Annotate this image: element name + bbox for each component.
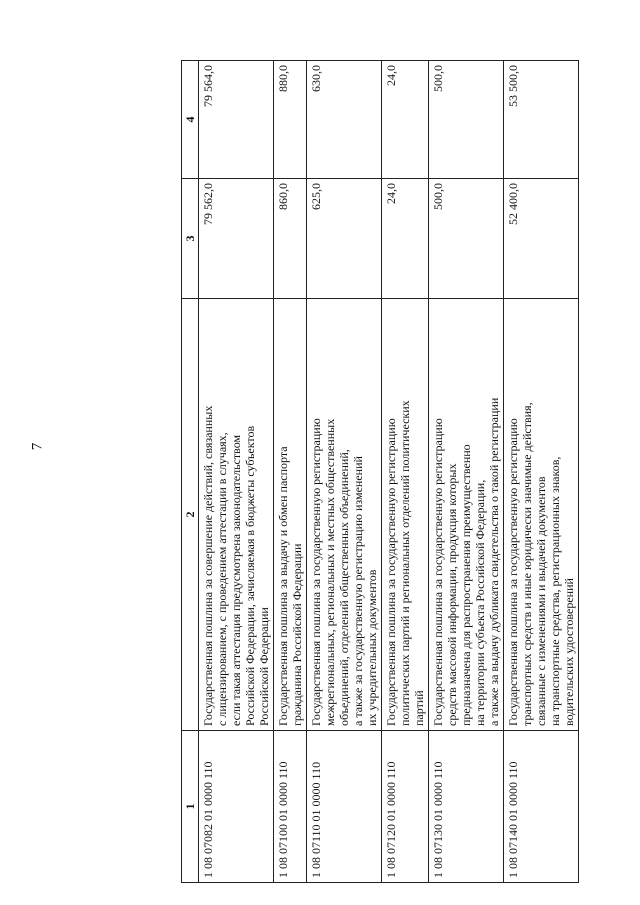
header-row: [182, 61, 199, 883]
name-line: объединений, отделений общественных объединений,: [337, 449, 351, 726]
name-line: на территории субъекта Российской Федерации,: [473, 479, 487, 726]
name-line: Государственная пошлина за совершение действий, связанных: [201, 405, 215, 726]
row-value-4: 79 564,0: [199, 61, 274, 179]
row-value-4: 500,0: [429, 61, 504, 179]
name-line: предназначена для распространения преимущественно: [459, 444, 473, 726]
name-line: с лицензированием, с проведением аттестации в случаях,: [215, 432, 229, 726]
row-value-3: 500,0: [429, 179, 504, 299]
header-col-3: 3: [182, 179, 199, 299]
table-row: [382, 61, 429, 883]
row-name: [274, 299, 307, 731]
row-value-4: 24,0: [382, 61, 429, 179]
row-name: [429, 299, 504, 731]
row-value-4: 53 500,0: [504, 61, 579, 179]
name-line: Российской Федерации: [257, 607, 271, 726]
name-line: средств массовой информации, продукция которых: [445, 463, 459, 726]
name-line: межрегиональных, региональных и местных общественных: [323, 418, 337, 726]
row-value-4: 880,0: [274, 61, 307, 179]
budget-table: [181, 60, 579, 883]
name-line: водительских удостоверений: [562, 578, 576, 726]
row-name: [307, 299, 382, 731]
table-row: [504, 61, 579, 883]
header-col-4: 4: [182, 61, 199, 179]
page-number: 7: [29, 442, 46, 451]
name-line: Государственная пошлина за государственную регистрацию: [309, 418, 323, 726]
name-line: Государственная пошлина за выдачу и обмен паспорта: [276, 446, 290, 726]
row-code: 1 08 07120 01 0000 110: [382, 731, 429, 883]
name-line: а также за выдачу дубликата свидетельства о такой регистрации: [487, 397, 501, 726]
name-line: Государственная пошлина за государственную регистрацию: [506, 418, 520, 726]
name-line: связанные с изменениями и выдачей документов: [534, 476, 548, 726]
row-code: 1 08 07130 01 0000 110: [429, 731, 504, 883]
table-row: [274, 61, 307, 883]
row-value-3: 24,0: [382, 179, 429, 299]
rotated-table-container: [181, 61, 576, 883]
row-value-3: 860,0: [274, 179, 307, 299]
row-code: 1 08 07110 01 0000 110: [307, 731, 382, 883]
row-name: [199, 299, 274, 731]
name-line: политических партий и региональных отделений политических: [398, 400, 412, 726]
name-line: Российской Федерации, зачисляемая в бюджеты субъектов: [243, 425, 257, 726]
table-row: [307, 61, 382, 883]
header-col-2: 2: [182, 299, 199, 731]
row-value-4: 630,0: [307, 61, 382, 179]
table-row: [429, 61, 504, 883]
row-name: [382, 299, 429, 731]
table-row: [199, 61, 274, 883]
name-line: Государственная пошлина за государственную регистрацию: [431, 418, 445, 726]
name-line: на транспортные средства, регистрационных знаков,: [548, 456, 562, 726]
header-col-1: 1: [182, 731, 199, 883]
name-line: а также за государственную регистрацию изменений: [351, 456, 365, 726]
name-line: гражданина Российской Федерации: [290, 543, 304, 726]
row-code: 1 08 07100 01 0000 110: [274, 731, 307, 883]
row-code: 1 08 07140 01 0000 110: [504, 731, 579, 883]
row-value-3: 79 562,0: [199, 179, 274, 299]
row-name: [504, 299, 579, 731]
name-line: если такая аттестация предусмотрена законодательством: [229, 434, 243, 726]
name-line: их учредительных документов: [365, 569, 379, 726]
name-line: транспортных средств и иные юридически значимые действия,: [520, 402, 534, 726]
name-line: партий: [412, 690, 426, 726]
name-line: Государственная пошлина за государственную регистрацию: [384, 418, 398, 726]
row-code: 1 08 07082 01 0000 110: [199, 731, 274, 883]
row-value-3: 625,0: [307, 179, 382, 299]
row-value-3: 52 400,0: [504, 179, 579, 299]
